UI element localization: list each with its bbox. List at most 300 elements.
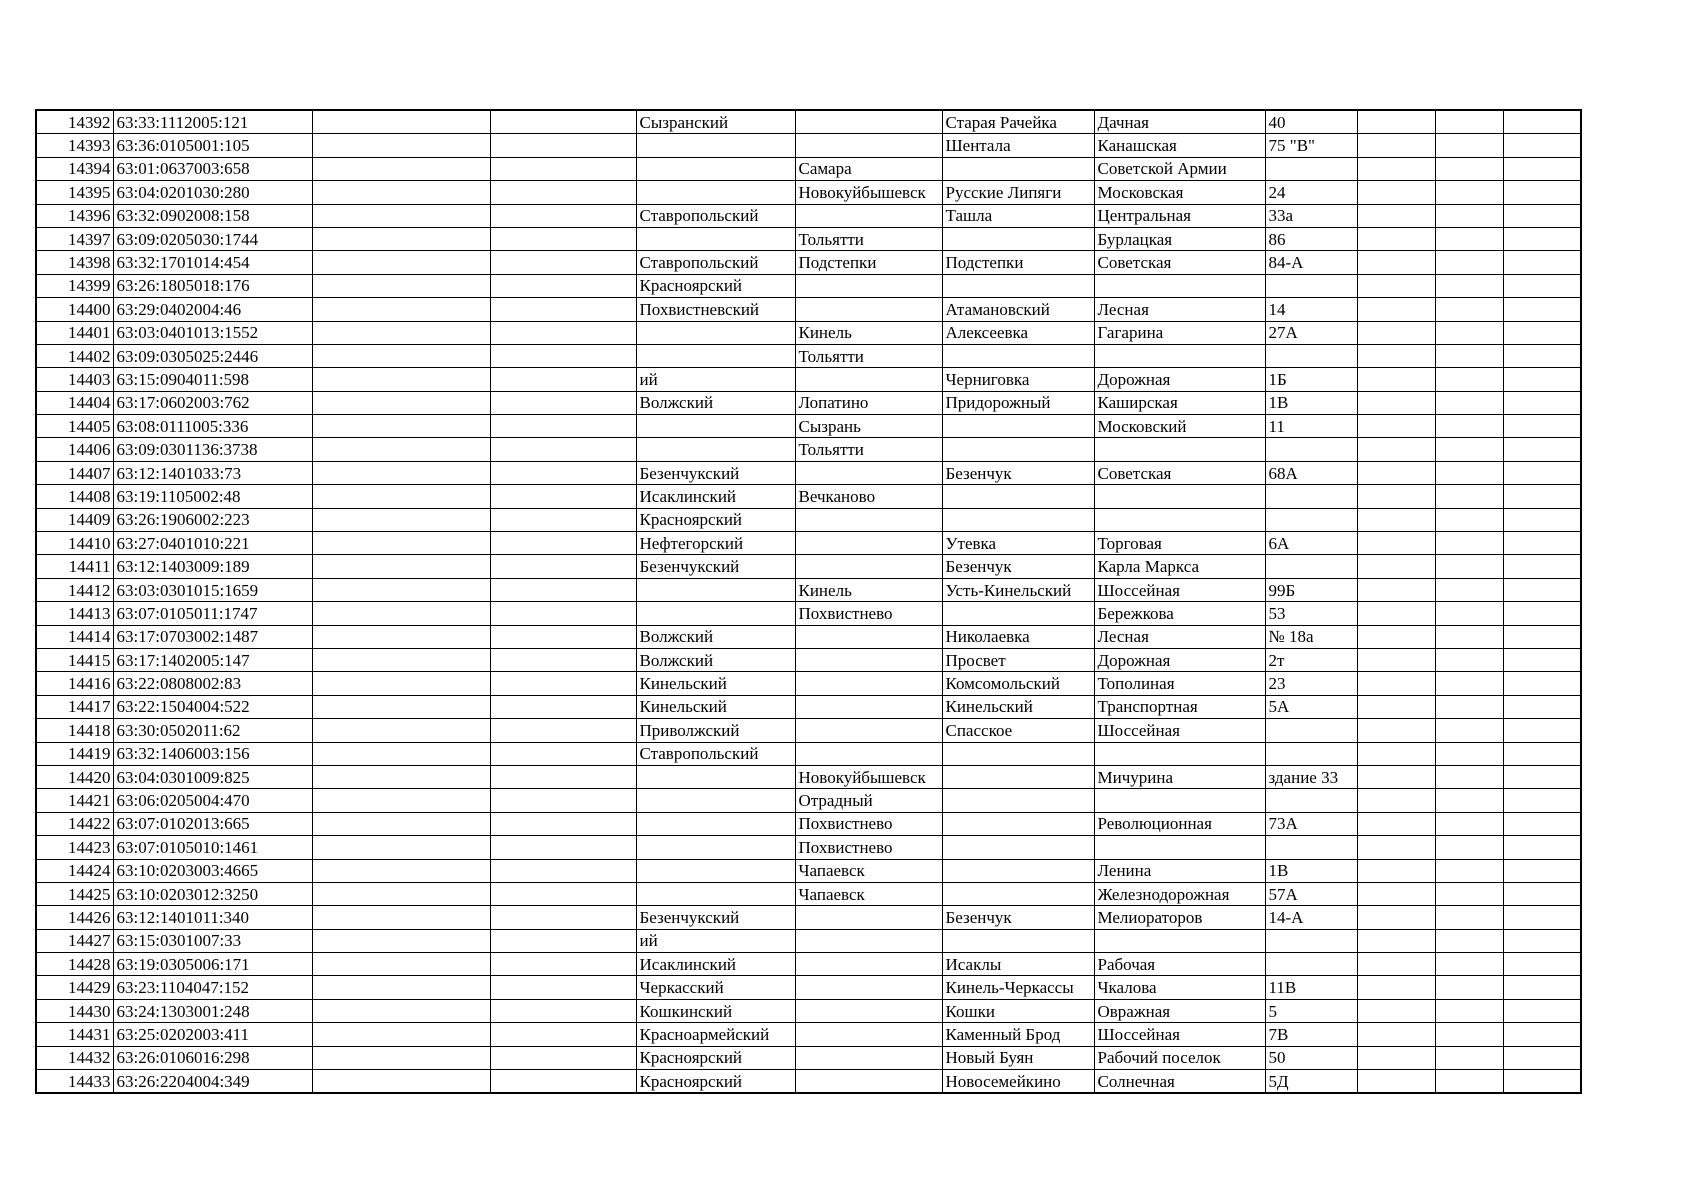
cell-city (795, 906, 942, 929)
cell-row-number: 14428 (36, 953, 113, 976)
cell-city (795, 204, 942, 227)
cell-cadastral-number: 63:09:0205030:1744 (113, 227, 312, 250)
cell-blank-col-3 (312, 344, 490, 367)
cell-district (636, 602, 795, 625)
cell-blank-col-3 (312, 1046, 490, 1069)
cell-house-number: 73А (1265, 812, 1357, 835)
cell-row-number: 14430 (36, 999, 113, 1022)
cell-blank-col-3 (312, 368, 490, 391)
cell-street: Советской Армии (1094, 157, 1265, 180)
cell-blank-col-10 (1357, 204, 1435, 227)
cell-district: Исаклинский (636, 953, 795, 976)
cell-street: Транспортная (1094, 695, 1265, 718)
cell-district (636, 578, 795, 601)
table-row (36, 485, 1581, 508)
cell-street: Дорожная (1094, 368, 1265, 391)
cell-house-number (1265, 742, 1357, 765)
cell-district: Красноярский (636, 274, 795, 297)
cell-row-number: 14426 (36, 906, 113, 929)
cell-district: Исаклинский (636, 485, 795, 508)
table-row (36, 765, 1581, 788)
cell-city: Новокуйбышевск (795, 765, 942, 788)
table-row (36, 321, 1581, 344)
cell-cadastral-number: 63:26:2204004:349 (113, 1070, 312, 1094)
cell-street: Ленина (1094, 859, 1265, 882)
cell-blank-col-12 (1503, 274, 1581, 297)
cell-blank-col-11 (1435, 976, 1503, 999)
cell-city (795, 648, 942, 671)
cell-cadastral-number: 63:03:0401013:1552 (113, 321, 312, 344)
cell-cadastral-number: 63:26:1906002:223 (113, 508, 312, 531)
cell-house-number: 14 (1265, 298, 1357, 321)
cell-district: Кошкинский (636, 999, 795, 1022)
cell-blank-col-10 (1357, 298, 1435, 321)
cell-cadastral-number: 63:32:1406003:156 (113, 742, 312, 765)
cell-city (795, 719, 942, 742)
cell-cadastral-number: 63:17:1402005:147 (113, 648, 312, 671)
cell-blank-col-11 (1435, 765, 1503, 788)
cell-city (795, 1070, 942, 1094)
table-row (36, 695, 1581, 718)
cell-city: Похвистнево (795, 812, 942, 835)
cell-house-number: 40 (1265, 110, 1357, 134)
cell-blank-col-12 (1503, 204, 1581, 227)
cell-city: Отрадный (795, 789, 942, 812)
cell-blank-col-12 (1503, 438, 1581, 461)
cell-street: Советская (1094, 251, 1265, 274)
cell-district: Волжский (636, 391, 795, 414)
cell-blank-col-11 (1435, 906, 1503, 929)
cell-blank-col-12 (1503, 999, 1581, 1022)
cell-blank-col-11 (1435, 298, 1503, 321)
cell-settlement: Спасское (942, 719, 1094, 742)
cell-house-number: 6А (1265, 532, 1357, 555)
cell-blank-col-11 (1435, 602, 1503, 625)
cell-blank-col-10 (1357, 999, 1435, 1022)
cell-street: Дорожная (1094, 648, 1265, 671)
cell-house-number: 99Б (1265, 578, 1357, 601)
table-row (36, 906, 1581, 929)
cell-city: Похвистнево (795, 602, 942, 625)
table-row (36, 251, 1581, 274)
cell-district: Волжский (636, 648, 795, 671)
cell-street (1094, 438, 1265, 461)
cell-district (636, 789, 795, 812)
cell-row-number: 14431 (36, 1023, 113, 1046)
cell-blank-col-4 (490, 368, 636, 391)
cell-blank-col-12 (1503, 789, 1581, 812)
cell-district: Безенчукский (636, 555, 795, 578)
cell-blank-col-11 (1435, 555, 1503, 578)
cell-blank-col-3 (312, 695, 490, 718)
cell-city (795, 298, 942, 321)
cell-blank-col-12 (1503, 251, 1581, 274)
cell-blank-col-4 (490, 181, 636, 204)
cell-blank-col-4 (490, 298, 636, 321)
cell-house-number: 2т (1265, 648, 1357, 671)
cell-blank-col-11 (1435, 859, 1503, 882)
cell-city (795, 274, 942, 297)
cell-street: Солнечная (1094, 1070, 1265, 1094)
table-row (36, 344, 1581, 367)
cell-blank-col-4 (490, 1070, 636, 1094)
cell-blank-col-11 (1435, 251, 1503, 274)
table-row (36, 134, 1581, 157)
cell-blank-col-10 (1357, 181, 1435, 204)
cell-blank-col-3 (312, 719, 490, 742)
cell-row-number: 14404 (36, 391, 113, 414)
cell-district: Нефтегорский (636, 532, 795, 555)
cell-blank-col-4 (490, 391, 636, 414)
cell-blank-col-3 (312, 648, 490, 671)
cell-settlement: Подстепки (942, 251, 1094, 274)
cell-city: Кинель (795, 321, 942, 344)
cell-blank-col-11 (1435, 134, 1503, 157)
cell-row-number: 14422 (36, 812, 113, 835)
cell-settlement: Утевка (942, 532, 1094, 555)
cell-city: Подстепки (795, 251, 942, 274)
cell-settlement (942, 859, 1094, 882)
cell-blank-col-11 (1435, 157, 1503, 180)
cell-blank-col-4 (490, 695, 636, 718)
cell-blank-col-3 (312, 742, 490, 765)
cell-street: Тополиная (1094, 672, 1265, 695)
table-row (36, 508, 1581, 531)
cell-blank-col-10 (1357, 695, 1435, 718)
cell-street: Карла Маркса (1094, 555, 1265, 578)
cell-cadastral-number: 63:17:0703002:1487 (113, 625, 312, 648)
cell-row-number: 14412 (36, 578, 113, 601)
cell-cadastral-number: 63:09:0301136:3738 (113, 438, 312, 461)
cell-cadastral-number: 63:07:0105010:1461 (113, 836, 312, 859)
cell-house-number (1265, 157, 1357, 180)
cell-house-number: 23 (1265, 672, 1357, 695)
cell-settlement (942, 438, 1094, 461)
cell-blank-col-12 (1503, 181, 1581, 204)
cell-city: Сызрань (795, 415, 942, 438)
cell-row-number: 14419 (36, 742, 113, 765)
cell-blank-col-4 (490, 812, 636, 835)
cell-blank-col-11 (1435, 321, 1503, 344)
cell-blank-col-10 (1357, 368, 1435, 391)
cell-blank-col-3 (312, 415, 490, 438)
cell-city: Вечканово (795, 485, 942, 508)
cell-row-number: 14394 (36, 157, 113, 180)
cell-blank-col-4 (490, 999, 636, 1022)
cell-settlement: Исаклы (942, 953, 1094, 976)
cell-district: Красноярский (636, 508, 795, 531)
cell-blank-col-3 (312, 765, 490, 788)
cell-house-number: 84-А (1265, 251, 1357, 274)
cell-cadastral-number: 63:36:0105001:105 (113, 134, 312, 157)
cell-street: Центральная (1094, 204, 1265, 227)
cell-blank-col-12 (1503, 812, 1581, 835)
cell-cadastral-number: 63:32:0902008:158 (113, 204, 312, 227)
cell-city (795, 1023, 942, 1046)
cell-row-number: 14421 (36, 789, 113, 812)
table-row (36, 274, 1581, 297)
cell-blank-col-4 (490, 882, 636, 905)
cell-district: Волжский (636, 625, 795, 648)
table-row (36, 836, 1581, 859)
cell-cadastral-number: 63:04:0201030:280 (113, 181, 312, 204)
cell-city (795, 695, 942, 718)
cell-street (1094, 274, 1265, 297)
table-row (36, 719, 1581, 742)
cell-cadastral-number: 63:04:0301009:825 (113, 765, 312, 788)
cell-blank-col-3 (312, 204, 490, 227)
cell-city: Тольятти (795, 438, 942, 461)
cell-blank-col-12 (1503, 882, 1581, 905)
cell-city: Новокуйбышевск (795, 181, 942, 204)
cell-settlement (942, 789, 1094, 812)
cell-blank-col-10 (1357, 274, 1435, 297)
cell-blank-col-3 (312, 298, 490, 321)
cell-cadastral-number: 63:33:1112005:121 (113, 110, 312, 134)
cell-street: Канашская (1094, 134, 1265, 157)
cell-settlement: Усть-Кинельский (942, 578, 1094, 601)
cell-row-number: 14403 (36, 368, 113, 391)
cell-blank-col-3 (312, 812, 490, 835)
cell-blank-col-10 (1357, 742, 1435, 765)
cell-house-number: 57А (1265, 882, 1357, 905)
cell-house-number (1265, 929, 1357, 952)
cell-blank-col-11 (1435, 110, 1503, 134)
cell-settlement: Просвет (942, 648, 1094, 671)
cell-blank-col-10 (1357, 859, 1435, 882)
cell-settlement: Николаевка (942, 625, 1094, 648)
cell-blank-col-3 (312, 134, 490, 157)
cell-blank-col-12 (1503, 976, 1581, 999)
cell-blank-col-12 (1503, 344, 1581, 367)
cell-settlement (942, 929, 1094, 952)
cell-house-number: 50 (1265, 1046, 1357, 1069)
cell-district: Красноярский (636, 1070, 795, 1094)
table-row (36, 532, 1581, 555)
cell-row-number: 14433 (36, 1070, 113, 1094)
cell-blank-col-10 (1357, 1023, 1435, 1046)
cell-cadastral-number: 63:26:0106016:298 (113, 1046, 312, 1069)
cell-city (795, 508, 942, 531)
cell-settlement: Алексеевка (942, 321, 1094, 344)
cell-city: Чапаевск (795, 859, 942, 882)
cell-blank-col-3 (312, 929, 490, 952)
cell-house-number: 11В (1265, 976, 1357, 999)
cell-row-number: 14408 (36, 485, 113, 508)
cell-blank-col-11 (1435, 929, 1503, 952)
cell-blank-col-12 (1503, 602, 1581, 625)
cell-blank-col-3 (312, 555, 490, 578)
cell-settlement: Каменный Брод (942, 1023, 1094, 1046)
cell-blank-col-12 (1503, 672, 1581, 695)
cell-house-number (1265, 555, 1357, 578)
table-row (36, 555, 1581, 578)
cell-house-number (1265, 485, 1357, 508)
cell-blank-col-4 (490, 672, 636, 695)
cell-house-number: 53 (1265, 602, 1357, 625)
cell-blank-col-11 (1435, 719, 1503, 742)
cell-blank-col-4 (490, 1046, 636, 1069)
cell-blank-col-4 (490, 836, 636, 859)
cell-blank-col-4 (490, 438, 636, 461)
cell-cadastral-number: 63:30:0502011:62 (113, 719, 312, 742)
cell-blank-col-11 (1435, 508, 1503, 531)
cell-blank-col-12 (1503, 298, 1581, 321)
table-row (36, 368, 1581, 391)
cell-blank-col-12 (1503, 461, 1581, 484)
cell-settlement: Черниговка (942, 368, 1094, 391)
cell-cadastral-number: 63:12:1401011:340 (113, 906, 312, 929)
cell-district: Ставропольский (636, 251, 795, 274)
cell-street: Железнодорожная (1094, 882, 1265, 905)
cell-blank-col-3 (312, 625, 490, 648)
cell-blank-col-4 (490, 251, 636, 274)
cell-row-number: 14425 (36, 882, 113, 905)
cell-blank-col-3 (312, 882, 490, 905)
cell-blank-col-11 (1435, 415, 1503, 438)
cell-blank-col-4 (490, 859, 636, 882)
cell-row-number: 14432 (36, 1046, 113, 1069)
cell-row-number: 14395 (36, 181, 113, 204)
cell-cadastral-number: 63:07:0105011:1747 (113, 602, 312, 625)
cell-blank-col-3 (312, 485, 490, 508)
cell-cadastral-number: 63:15:0301007:33 (113, 929, 312, 952)
cell-blank-col-3 (312, 321, 490, 344)
cell-cadastral-number: 63:29:0402004:46 (113, 298, 312, 321)
cell-cadastral-number: 63:26:1805018:176 (113, 274, 312, 297)
cell-blank-col-12 (1503, 765, 1581, 788)
cell-district (636, 836, 795, 859)
cell-street (1094, 508, 1265, 531)
cell-blank-col-4 (490, 415, 636, 438)
cell-blank-col-4 (490, 344, 636, 367)
cell-blank-col-12 (1503, 532, 1581, 555)
cell-district (636, 882, 795, 905)
cell-settlement: Придорожный (942, 391, 1094, 414)
cell-blank-col-4 (490, 929, 636, 952)
cell-row-number: 14393 (36, 134, 113, 157)
cell-blank-col-3 (312, 274, 490, 297)
cell-city: Лопатино (795, 391, 942, 414)
cell-blank-col-12 (1503, 578, 1581, 601)
table-row (36, 157, 1581, 180)
cell-city: Похвистнево (795, 836, 942, 859)
cell-district: Кинельский (636, 672, 795, 695)
table-row (36, 391, 1581, 414)
cell-blank-col-10 (1357, 157, 1435, 180)
cell-blank-col-12 (1503, 321, 1581, 344)
cell-row-number: 14399 (36, 274, 113, 297)
cell-blank-col-10 (1357, 391, 1435, 414)
cell-blank-col-11 (1435, 882, 1503, 905)
cell-row-number: 14413 (36, 602, 113, 625)
cell-street: Гагарина (1094, 321, 1265, 344)
cell-house-number: 1Б (1265, 368, 1357, 391)
cell-street: Каширская (1094, 391, 1265, 414)
cell-blank-col-12 (1503, 836, 1581, 859)
cell-blank-col-3 (312, 532, 490, 555)
cell-blank-col-11 (1435, 1023, 1503, 1046)
cell-blank-col-11 (1435, 1070, 1503, 1094)
cell-blank-col-4 (490, 953, 636, 976)
cell-cadastral-number: 63:03:0301015:1659 (113, 578, 312, 601)
table-row (36, 204, 1581, 227)
table-row (36, 812, 1581, 835)
cell-settlement (942, 508, 1094, 531)
cell-blank-col-12 (1503, 508, 1581, 531)
cell-row-number: 14392 (36, 110, 113, 134)
cell-cadastral-number: 63:19:0305006:171 (113, 953, 312, 976)
cell-district: Черкасский (636, 976, 795, 999)
cell-settlement (942, 485, 1094, 508)
cell-house-number: № 18а (1265, 625, 1357, 648)
cell-house-number (1265, 953, 1357, 976)
table-row (36, 929, 1581, 952)
cell-house-number: 27А (1265, 321, 1357, 344)
cell-blank-col-3 (312, 953, 490, 976)
cell-district (636, 438, 795, 461)
cell-settlement: Шентала (942, 134, 1094, 157)
cell-settlement: Безенчук (942, 555, 1094, 578)
cell-blank-col-3 (312, 578, 490, 601)
cell-blank-col-4 (490, 906, 636, 929)
cell-house-number: 68А (1265, 461, 1357, 484)
cell-blank-col-11 (1435, 695, 1503, 718)
cell-district: Ставропольский (636, 742, 795, 765)
cell-blank-col-11 (1435, 625, 1503, 648)
cell-district (636, 157, 795, 180)
cell-house-number (1265, 508, 1357, 531)
cell-blank-col-10 (1357, 555, 1435, 578)
cell-street: Бережкова (1094, 602, 1265, 625)
cell-settlement: Кинельский (942, 695, 1094, 718)
cell-blank-col-3 (312, 789, 490, 812)
cell-blank-col-11 (1435, 742, 1503, 765)
cell-cadastral-number: 63:32:1701014:454 (113, 251, 312, 274)
table-row (36, 578, 1581, 601)
cell-blank-col-10 (1357, 765, 1435, 788)
cell-district (636, 134, 795, 157)
cell-cadastral-number: 63:09:0305025:2446 (113, 344, 312, 367)
cell-blank-col-12 (1503, 227, 1581, 250)
cell-blank-col-4 (490, 765, 636, 788)
cell-city (795, 555, 942, 578)
cell-blank-col-3 (312, 602, 490, 625)
cell-row-number: 14424 (36, 859, 113, 882)
cell-street (1094, 485, 1265, 508)
cell-row-number: 14410 (36, 532, 113, 555)
cell-house-number: 5А (1265, 695, 1357, 718)
cell-blank-col-12 (1503, 1070, 1581, 1094)
cell-blank-col-11 (1435, 789, 1503, 812)
cell-blank-col-11 (1435, 485, 1503, 508)
cell-row-number: 14405 (36, 415, 113, 438)
cell-blank-col-10 (1357, 648, 1435, 671)
cell-district (636, 765, 795, 788)
cell-blank-col-10 (1357, 789, 1435, 812)
cell-blank-col-10 (1357, 508, 1435, 531)
cell-street: Рабочая (1094, 953, 1265, 976)
table-row (36, 625, 1581, 648)
cell-district (636, 344, 795, 367)
cell-blank-col-4 (490, 485, 636, 508)
table-row (36, 648, 1581, 671)
cell-cadastral-number: 63:10:0203012:3250 (113, 882, 312, 905)
cell-settlement (942, 227, 1094, 250)
cell-blank-col-11 (1435, 1046, 1503, 1069)
cell-row-number: 14418 (36, 719, 113, 742)
cell-street (1094, 929, 1265, 952)
